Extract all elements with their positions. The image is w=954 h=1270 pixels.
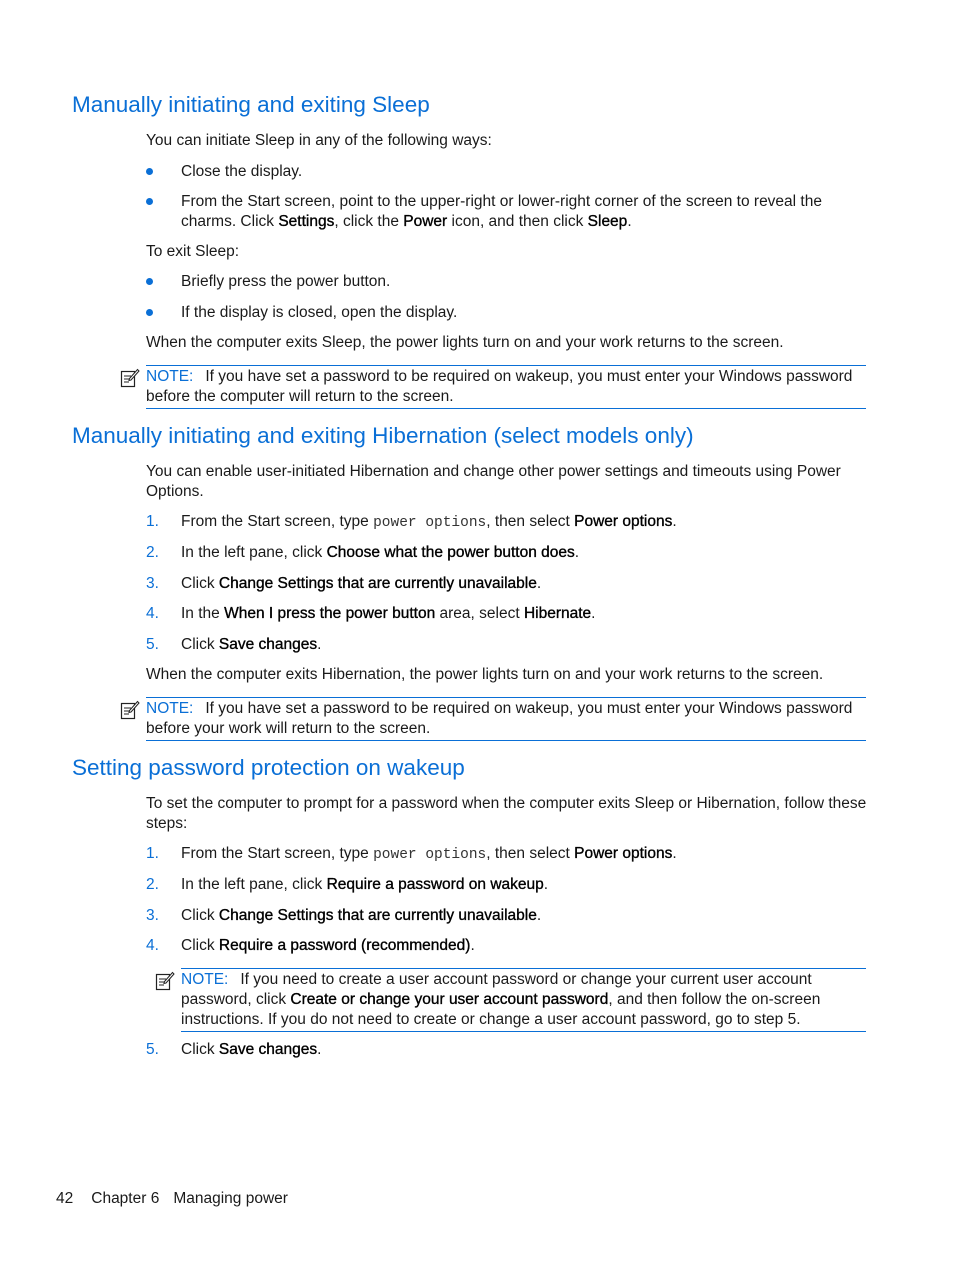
step-text-part: Click <box>181 1041 219 1058</box>
ui-term: Require a password (recommended) <box>218 937 471 954</box>
sleep-term: Sleep <box>587 213 628 230</box>
ui-term: Change Settings that are currently unavailable <box>218 575 537 592</box>
power-options-term: Power options <box>574 845 673 862</box>
note-label: NOTE: <box>146 368 194 385</box>
note-label: NOTE: <box>181 971 229 988</box>
note-pencil-icon <box>120 700 140 720</box>
step-text-part: Click <box>181 937 219 954</box>
bullet-text-part: , click the <box>334 213 404 230</box>
password-step-2 <box>181 875 548 895</box>
note-text: If you have set a password to be required on wakeup, you must enter your Windows password before the computer will return to the screen. <box>146 368 853 405</box>
ui-term: Hibernate <box>523 605 592 622</box>
step-number: 1. <box>146 845 159 862</box>
step-number: 3. <box>146 575 159 592</box>
exit-bullet-2: If the display is closed, open the display. <box>181 304 458 321</box>
hibernation-step-1 <box>181 512 677 533</box>
hibernation-step-5 <box>181 635 321 655</box>
step-text-part: . <box>536 575 542 592</box>
note-pencil-icon <box>120 368 140 388</box>
code-text: power options <box>373 847 487 863</box>
bullet-text-part: From the Start screen, point to the upper-right or lower-right corner of the screen to reveal the charms. Click <box>181 193 822 230</box>
sleep-bullet-1: Close the display. <box>181 163 303 180</box>
step-text-part: . <box>591 605 596 622</box>
power-term: Power <box>403 213 448 230</box>
step-text-part: . <box>317 636 322 653</box>
step-text-part: In the left pane, click <box>181 544 327 561</box>
password-step-3 <box>181 906 541 926</box>
hibernation-step-3 <box>181 574 541 594</box>
password-step-4 <box>181 936 475 956</box>
section-heading-hibernation: Manually initiating and exiting Hibernation (select models only) <box>72 423 694 448</box>
step-text-part: area, select <box>435 605 524 622</box>
sleep-outro: When the computer exits Sleep, the power lights turn on and your work returns to the screen. <box>146 334 784 351</box>
step-text-part: . <box>672 845 677 862</box>
step-text-part: . <box>317 1041 322 1058</box>
bullet-icon <box>146 309 153 316</box>
step-number: 3. <box>146 907 159 924</box>
hibernation-step-2 <box>181 543 579 563</box>
step-number: 5. <box>146 1041 159 1058</box>
password-step-5 <box>181 1040 321 1060</box>
step-number: 2. <box>146 876 159 893</box>
step-text-part: From the Start screen, type <box>181 513 374 530</box>
bullet-icon <box>146 198 153 205</box>
bullet-text-part: icon, and then click <box>447 213 588 230</box>
step-number: 4. <box>146 605 159 622</box>
note-label: NOTE: <box>146 700 194 717</box>
bullet-text-part: . <box>627 213 632 230</box>
hibernation-step-4 <box>181 604 595 624</box>
hibernation-intro: You can enable user-initiated Hibernation and change other power settings and timeouts using Power Options. <box>146 463 841 500</box>
step-text-part: . <box>672 513 677 530</box>
step-number: 5. <box>146 636 159 653</box>
step-number: 1. <box>146 513 159 530</box>
bullet-icon <box>146 278 153 285</box>
step-text-part: Click <box>181 575 219 592</box>
password-intro: To set the computer to prompt for a password when the computer exits Sleep or Hibernation, follow these steps: <box>146 795 867 832</box>
step-text-part: , then select <box>486 513 575 530</box>
settings-term: Settings <box>278 213 335 230</box>
note-box <box>181 968 866 1032</box>
ui-term: Save changes <box>218 636 318 653</box>
exit-bullet-1: Briefly press the power button. <box>181 273 391 290</box>
note-pencil-icon <box>155 971 175 991</box>
chapter-label: Chapter 6 <box>91 1190 160 1207</box>
step-text-part: , then select <box>486 845 575 862</box>
step-text-part: . <box>470 937 475 954</box>
note-text: , and then follow the on-screen instructions. If you do not need to create or change a user account password, go to step 5. <box>181 991 821 1028</box>
step-text-part: . <box>574 544 580 561</box>
ui-term: Change Settings that are currently unavailable <box>218 907 537 924</box>
step-text-part: Click <box>181 636 219 653</box>
step-number: 2. <box>146 544 159 561</box>
step-text-part: In the <box>181 605 225 622</box>
section-heading-password: Setting password protection on wakeup <box>72 755 465 780</box>
step-text-part: . <box>543 876 549 893</box>
ui-term: Create or change your user account password <box>290 991 609 1008</box>
ui-term: When I press the power button <box>224 605 436 622</box>
chapter-title: Managing power <box>173 1190 288 1207</box>
step-text-part: In the left pane, click <box>181 876 327 893</box>
sleep-intro: You can initiate Sleep in any of the following ways: <box>146 132 492 149</box>
step-text-part: . <box>536 907 542 924</box>
hibernation-outro: When the computer exits Hibernation, the power lights turn on and your work returns to the screen. <box>146 666 824 683</box>
power-options-term: Power options <box>574 513 673 530</box>
section-heading-sleep: Manually initiating and exiting Sleep <box>72 92 430 117</box>
page-footer <box>56 1190 288 1208</box>
note-text: If you need to create a user account password or change your current user account password, click <box>181 971 812 1008</box>
note-box <box>146 697 866 741</box>
code-text: power options <box>373 515 487 531</box>
step-number: 4. <box>146 937 159 954</box>
note-box <box>146 365 866 409</box>
password-step-1 <box>181 844 677 865</box>
ui-term: Save changes <box>218 1041 318 1058</box>
exit-sleep-intro: To exit Sleep: <box>146 243 240 260</box>
note-text: If you have set a password to be required on wakeup, you must enter your Windows password before your work will return to the screen. <box>146 700 853 737</box>
ui-term: Choose what the power button does <box>326 544 575 561</box>
bullet-icon <box>146 168 153 175</box>
sleep-bullet-2 <box>181 192 871 232</box>
ui-term: Require a password on wakeup <box>326 876 544 893</box>
step-text-part: Click <box>181 907 219 924</box>
page-number: 42 <box>56 1190 74 1207</box>
step-text-part: From the Start screen, type <box>181 845 374 862</box>
